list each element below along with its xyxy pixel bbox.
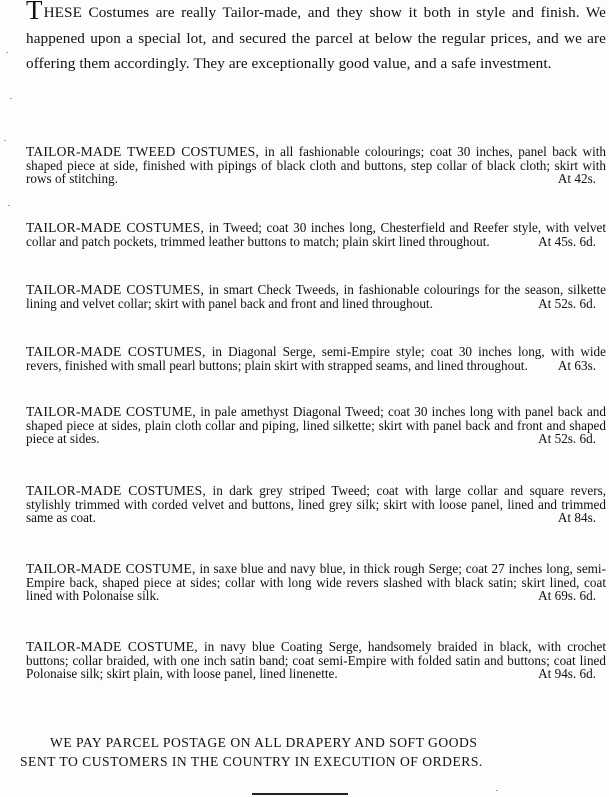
item-description: in Diagonal Serge, semi-Empire style; coat 30 inches long, with wide revers, finished with small pearl buttons; plain skirt with strapped seams, and lined throughout. <box>26 344 607 373</box>
costume-item-1 <box>26 145 606 186</box>
item-title: TAILOR-MADE COSTUMES, <box>26 220 205 235</box>
item-title: TAILOR-MADE COSTUMES, <box>26 483 207 498</box>
print-speck <box>4 140 6 141</box>
item-price: At 52s. 6d. <box>538 431 596 447</box>
costume-item-6 <box>26 484 606 525</box>
costume-item-2 <box>26 221 606 248</box>
item-description: in navy blue Coating Serge, handsomely braided in black, with crochet buttons; collar braided, with one inch satin band; coat semi-Empire with folded satin and buttons; coat lined Polonaise silk; skirt plain, with loose panel, lined linenette. <box>26 639 607 682</box>
item-price: At 45s. 6d. <box>538 233 596 249</box>
item-description: in pale amethyst Diagonal Tweed; coat 30 inches long with panel back and shaped piece at sides, plain cloth collar and piping, lined silkette; skirt with panel back and front and shaped piece at sides. <box>26 404 606 447</box>
item-description: in saxe blue and navy blue, in thick rough Serge; coat 27 inches long, semi-Empire back, shaped piece at sides; collar with long wide revers slashed with black satin; skirt lined, coat lined with Polonaise silk. <box>26 561 606 604</box>
item-description: in smart Check Tweeds, in fashionable colourings for the season, silkette lining and velvet collar; skirt with panel back and front and lined throughout. <box>26 282 606 311</box>
item-price: At 94s. 6d. <box>538 666 596 682</box>
item-title: TAILOR-MADE COSTUME, <box>26 561 196 576</box>
item-price: At 63s. <box>557 357 596 373</box>
item-description: in Tweed; coat 30 inches long, Chesterfield and Reefer style, with velvet collar and patch pockets, trimmed leather buttons to match; plain skirt lined throughout. <box>26 220 607 249</box>
costume-item-3 <box>26 283 606 310</box>
print-speck <box>496 790 498 791</box>
item-price: At 69s. 6d. <box>538 588 596 604</box>
item-title: TAILOR-MADE COSTUMES, <box>26 282 205 297</box>
closing-rule <box>252 793 348 795</box>
item-title: TAILOR-MADE COSTUMES, <box>26 344 206 359</box>
intro-text: HESE Costumes are really Tailor-made, and they show it both in style and finish. We happened upon a special lot, and secured the parcel at below the regular prices, and we are offering them accordingly. They are exceptionally good value, and a safe investment. <box>26 4 606 72</box>
item-title: TAILOR-MADE TWEED COSTUMES, <box>26 144 260 159</box>
print-speck <box>6 52 8 53</box>
costume-item-5 <box>26 405 606 446</box>
postage-notice-line-2: SENT TO CUSTOMERS IN THE COUNTRY IN EXECUTION OF ORDERS. <box>20 754 483 769</box>
intro-paragraph <box>26 0 606 77</box>
item-price: At 52s. 6d. <box>538 295 596 311</box>
item-title: TAILOR-MADE COSTUME, <box>26 404 196 419</box>
costume-item-4 <box>26 345 606 372</box>
item-description: in all fashionable colourings; coat 30 inches, panel back with shaped piece at side, finished with pipings of black cloth and buttons, step collar of black cloth; skirt with rows of stitching. <box>26 144 606 187</box>
item-price: At 84s. <box>557 510 596 526</box>
item-price: At 42s. <box>557 171 596 187</box>
print-speck <box>8 205 10 206</box>
postage-notice-line-1: WE PAY PARCEL POSTAGE ON ALL DRAPERY AND SOFT GOODS <box>50 735 478 750</box>
item-title: TAILOR-MADE COSTUME, <box>26 639 198 654</box>
costume-item-7 <box>26 562 606 603</box>
print-speck <box>10 98 12 99</box>
drop-cap: T <box>26 0 43 25</box>
costume-item-8 <box>26 640 606 681</box>
item-description: in dark grey striped Tweed; coat with large collar and square revers, stylishly trimmed with corded velvet and buttons, lined grey silk; skirt with loose panel, lined and trimmed same as coat. <box>26 483 607 526</box>
postage-notice <box>20 733 606 771</box>
